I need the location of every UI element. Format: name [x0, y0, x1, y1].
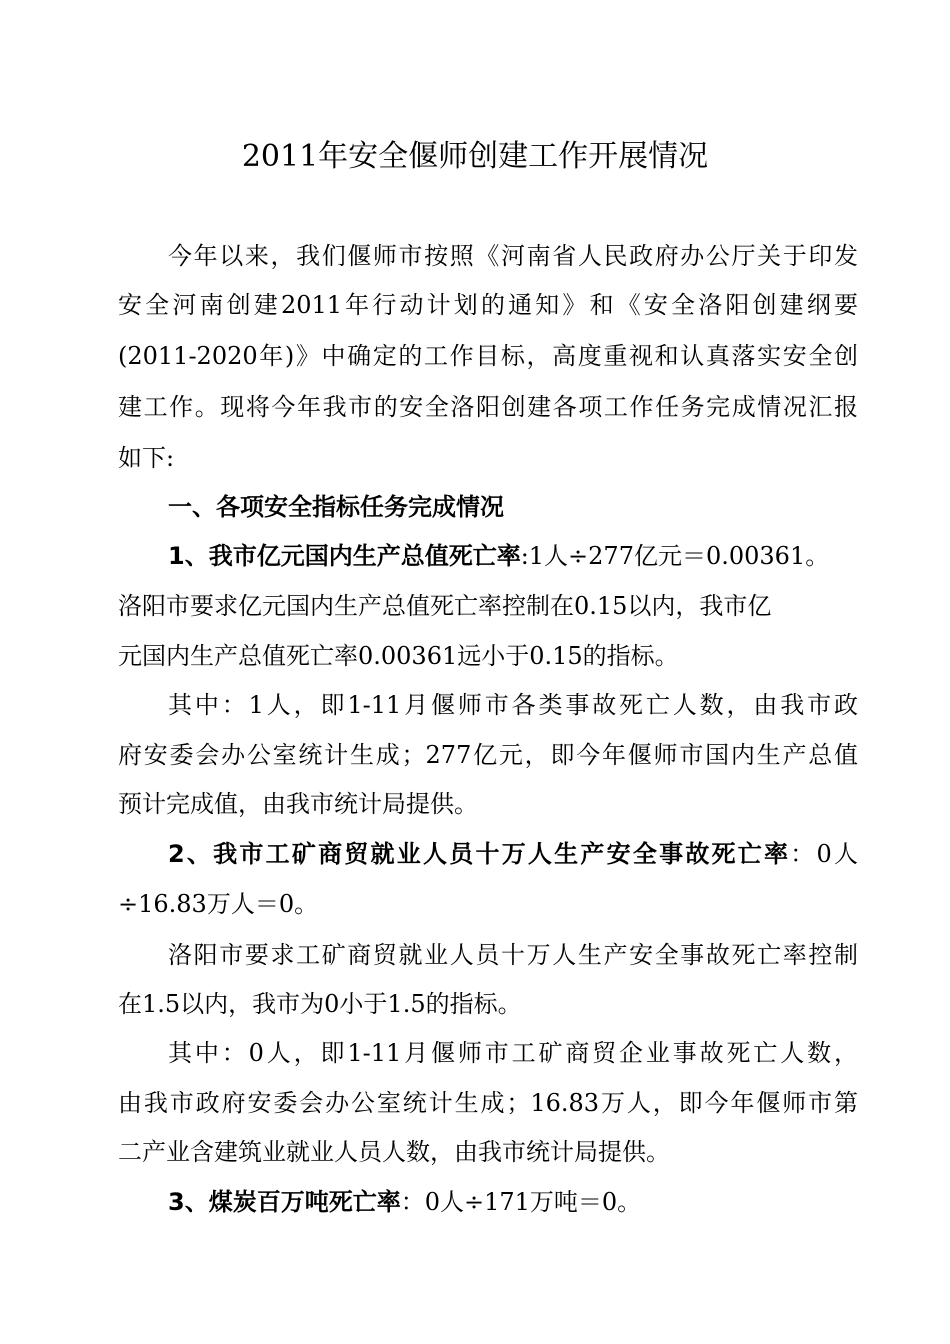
paragraph-line: 其中：1人，即1-11月偃师市各类事故死亡人数，由我市政: [168, 691, 858, 719]
paragraph-line: 其中：0人，即1-11月偃师市工矿商贸企业事故死亡人数，: [168, 1039, 858, 1067]
indicator-formula: :1人÷277亿元＝0.00361。: [520, 542, 830, 570]
paragraph-line: 元国内生产总值死亡率0.00361远小于0.15的指标。: [118, 642, 679, 670]
document-title: 2011年安全偃师创建工作开展情况: [241, 139, 709, 174]
indicator-line: [168, 1184, 858, 1220]
paragraph-line: ÷16.83万人＝0。: [118, 890, 319, 918]
paragraph-line: (2011-2020年)》中确定的工作目标，高度重视和认真落实安全创: [118, 342, 858, 370]
paragraph-line: 由我市政府安委会办公室统计生成；16.83万人，即今年偃师市第: [118, 1089, 858, 1117]
paragraph-line: 在1.5以内，我市为0小于1.5的指标。: [118, 990, 522, 1018]
paragraph-line: 洛阳市要求工矿商贸就业人员十万人生产安全事故死亡率控制: [168, 941, 858, 969]
indicator-label: 3、煤炭百万吨死亡率: [168, 1188, 401, 1216]
indicator-line: [168, 836, 858, 872]
indicator-label: 1、我市亿元国内生产总值死亡率: [168, 542, 521, 570]
section-heading: 一、各项安全指标任务完成情况: [168, 493, 504, 521]
paragraph-line: 安全河南创建2011年行动计划的通知》和《安全洛阳创建纲要: [118, 291, 858, 319]
paragraph-line: 预计完成值，由我市统计局提供。: [118, 790, 478, 818]
indicator-formula: ：0人: [790, 840, 858, 868]
paragraph-line: 建工作。现将今年我市的安全洛阳创建各项工作任务完成情况汇报: [118, 393, 858, 421]
paragraph-line: 洛阳市要求亿元国内生产总值死亡率控制在0.15以内，我市亿: [118, 592, 772, 620]
indicator-formula: ：0人÷171万吨＝0。: [400, 1188, 642, 1216]
paragraph-line: 二产业含建筑业就业人员人数，由我市统计局提供。: [118, 1138, 670, 1166]
paragraph-line: 今年以来，我们偃师市按照《河南省人民政府办公厅关于印发: [168, 242, 858, 270]
paragraph-line: 如下:: [118, 444, 175, 472]
indicator-line: [168, 538, 858, 574]
paragraph-line: 府安委会办公室统计生成；277亿元，即今年偃师市国内生产总值: [118, 741, 858, 769]
indicator-label: 2、我市工矿商贸就业人员十万人生产安全事故死亡率: [168, 840, 791, 868]
